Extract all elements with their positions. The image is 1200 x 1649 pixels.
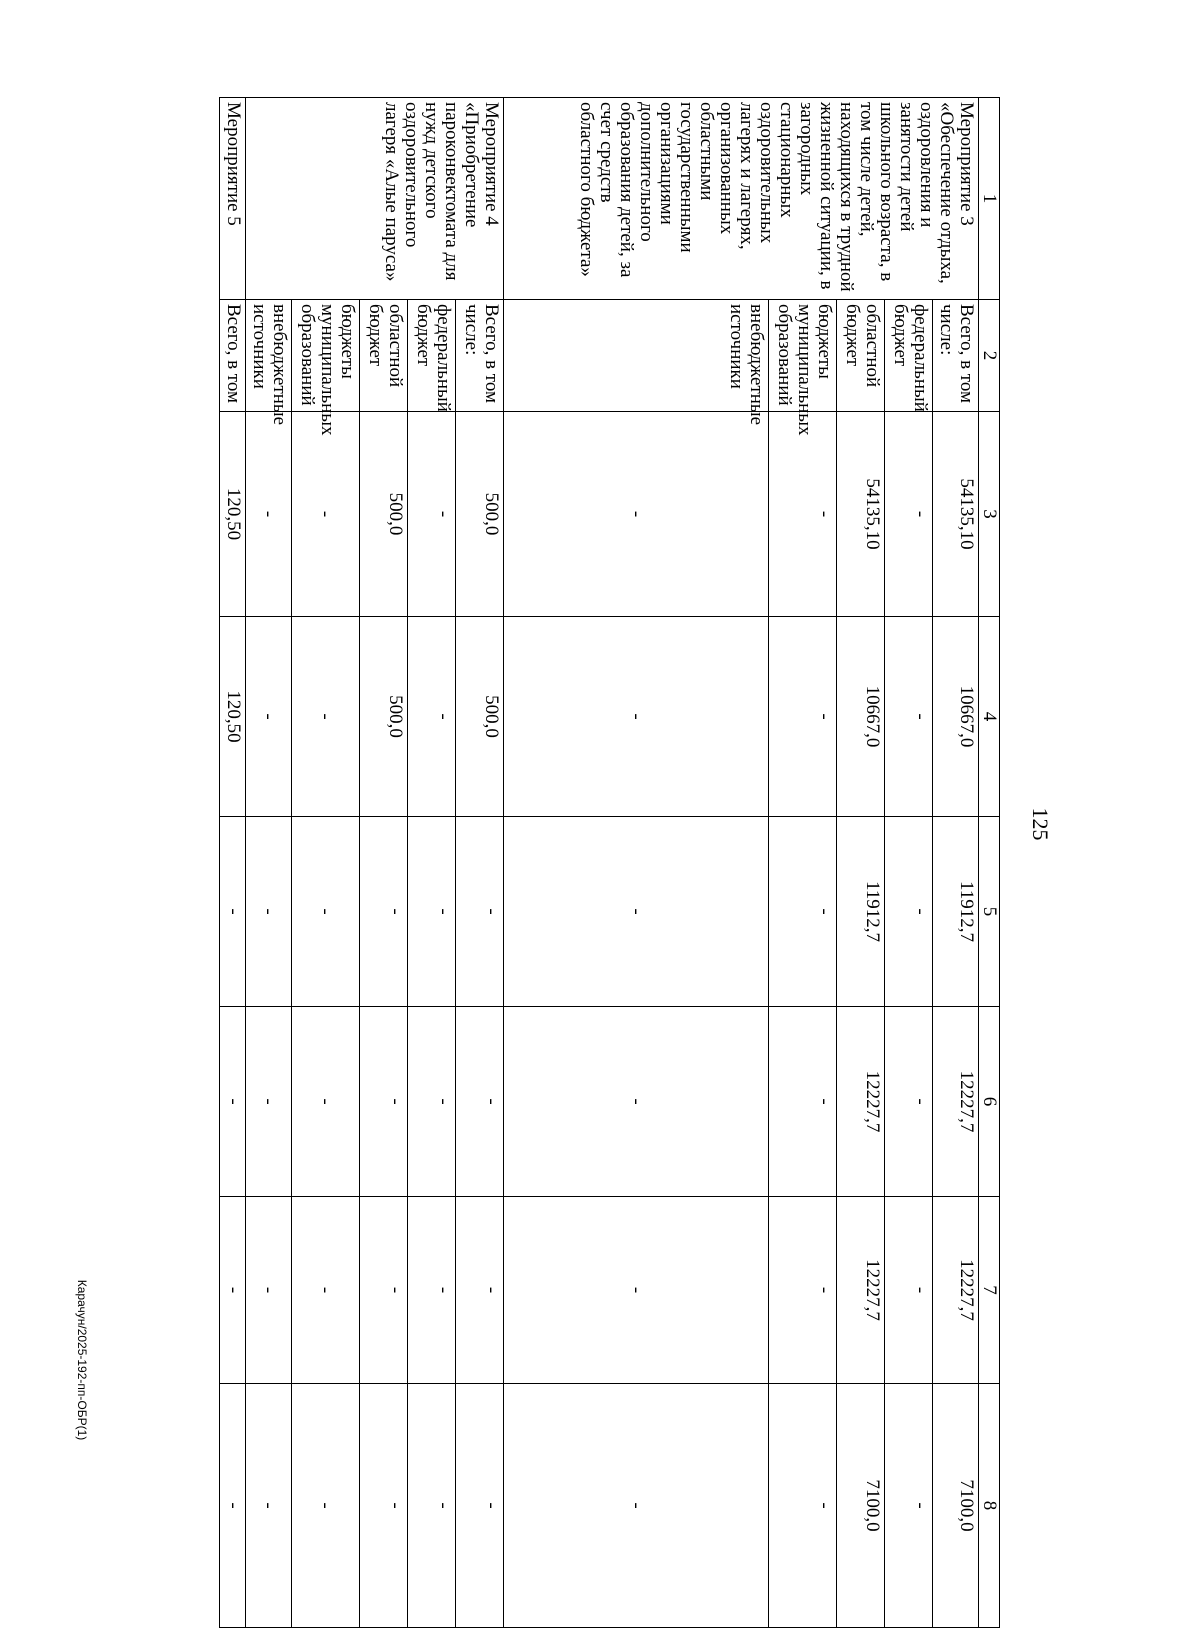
- value-cell: -: [456, 1197, 504, 1384]
- value-cell: -: [885, 412, 933, 617]
- table-row: [885, 98, 933, 1628]
- col-header-3: 3: [979, 412, 1000, 617]
- value-cell: 7100,0: [837, 1384, 885, 1628]
- value-cell: 120,50: [220, 617, 246, 817]
- value-cell: -: [292, 617, 360, 817]
- value-cell: -: [885, 1197, 933, 1384]
- col-header-6: 6: [979, 1007, 1000, 1197]
- header-row: [979, 98, 1000, 1628]
- value-cell: -: [408, 817, 456, 1007]
- value-cell: 10667,0: [837, 617, 885, 817]
- value-cell: -: [408, 1384, 456, 1628]
- source-cell: Всего, в том: [220, 300, 246, 412]
- table-row: [408, 98, 456, 1628]
- value-cell: -: [292, 1007, 360, 1197]
- value-cell: -: [360, 1384, 408, 1628]
- value-cell: -: [246, 412, 292, 617]
- value-cell: -: [408, 1197, 456, 1384]
- value-cell: 12227,7: [933, 1197, 979, 1384]
- value-cell: -: [769, 1007, 837, 1197]
- value-cell: 12227,7: [837, 1197, 885, 1384]
- value-cell: -: [504, 617, 769, 817]
- funding-table-container: [100, 97, 1000, 1627]
- value-cell: 10667,0: [933, 617, 979, 817]
- value-cell: -: [292, 817, 360, 1007]
- value-cell: -: [504, 1197, 769, 1384]
- value-cell: 500,0: [456, 412, 504, 617]
- source-cell: бюджеты муниципальных образований: [292, 300, 360, 412]
- table-row: [769, 98, 837, 1628]
- source-cell: бюджеты муниципальных образований: [769, 300, 837, 412]
- value-cell: 12227,7: [837, 1007, 885, 1197]
- value-cell: -: [769, 817, 837, 1007]
- value-cell: -: [456, 1384, 504, 1628]
- table-row: [220, 98, 246, 1628]
- table-row: [360, 98, 408, 1628]
- col-header-7: 7: [979, 1197, 1000, 1384]
- value-cell: -: [292, 1197, 360, 1384]
- source-cell: областной бюджет: [360, 300, 408, 412]
- value-cell: 54135,10: [837, 412, 885, 617]
- col-header-4: 4: [979, 617, 1000, 817]
- table-row: [456, 98, 504, 1628]
- col-header-2: 2: [979, 300, 1000, 412]
- value-cell: 500,0: [456, 617, 504, 817]
- value-cell: -: [246, 1384, 292, 1628]
- col-header-5: 5: [979, 817, 1000, 1007]
- value-cell: -: [885, 817, 933, 1007]
- value-cell: -: [456, 817, 504, 1007]
- value-cell: -: [456, 1007, 504, 1197]
- value-cell: -: [246, 817, 292, 1007]
- table-row: [933, 98, 979, 1628]
- value-cell: -: [360, 817, 408, 1007]
- value-cell: 54135,10: [933, 412, 979, 617]
- value-cell: -: [220, 1384, 246, 1628]
- value-cell: -: [220, 817, 246, 1007]
- value-cell: -: [885, 1007, 933, 1197]
- value-cell: -: [885, 617, 933, 817]
- table-row: [837, 98, 885, 1628]
- value-cell: -: [408, 1007, 456, 1197]
- funding-table: [219, 97, 1000, 1628]
- value-cell: -: [504, 412, 769, 617]
- value-cell: -: [360, 1197, 408, 1384]
- source-cell: областной бюджет: [837, 300, 885, 412]
- value-cell: 11912,7: [933, 817, 979, 1007]
- source-cell: внебюджетные источники: [246, 300, 292, 412]
- col-header-8: 8: [979, 1384, 1000, 1628]
- source-cell: внебюджетные источники: [504, 300, 769, 412]
- source-cell: федеральный бюджет: [408, 300, 456, 412]
- value-cell: 500,0: [360, 412, 408, 617]
- col-header-1: 1: [979, 98, 1000, 300]
- table-row: [292, 98, 360, 1628]
- value-cell: -: [360, 1007, 408, 1197]
- value-cell: -: [220, 1007, 246, 1197]
- value-cell: -: [408, 412, 456, 617]
- table-row: [246, 98, 292, 1628]
- value-cell: -: [408, 617, 456, 817]
- value-cell: 500,0: [360, 617, 408, 817]
- value-cell: -: [292, 412, 360, 617]
- value-cell: -: [769, 1197, 837, 1384]
- measure-4-name: Мероприятие 4 «Приобретение пароконвектомата для нужд детского оздоровительного лагеря «Алые паруса»: [246, 98, 504, 300]
- value-cell: 120,50: [220, 412, 246, 617]
- value-cell: -: [220, 1197, 246, 1384]
- value-cell: -: [246, 1007, 292, 1197]
- source-cell: федеральный бюджет: [885, 300, 933, 412]
- value-cell: -: [885, 1384, 933, 1628]
- value-cell: -: [769, 617, 837, 817]
- value-cell: -: [246, 617, 292, 817]
- document-code: Карачун/2025-192-пп-ОБР(1): [75, 1279, 89, 1441]
- value-cell: 11912,7: [837, 817, 885, 1007]
- value-cell: 12227,7: [933, 1007, 979, 1197]
- source-cell: Всего, в том числе:: [456, 300, 504, 412]
- value-cell: 7100,0: [933, 1384, 979, 1628]
- measure-3-name: Мероприятие 3 «Обеспечение отдыха, оздоровления и занятости детей школьного возраста, в том числе детей, находящихся в трудной жизненной ситуации, в загородных стационарных оздоровительных лагерях и лагерях, организованных областными государственными организациями дополнительного образования детей, за счет средств областного бюджета»: [504, 98, 979, 300]
- value-cell: -: [504, 817, 769, 1007]
- value-cell: -: [292, 1384, 360, 1628]
- value-cell: -: [769, 1384, 837, 1628]
- value-cell: -: [769, 412, 837, 617]
- page-number: 125: [1028, 807, 1053, 841]
- value-cell: -: [504, 1007, 769, 1197]
- source-cell: Всего, в том числе:: [933, 300, 979, 412]
- value-cell: -: [246, 1197, 292, 1384]
- measure-5-name: Мероприятие 5: [220, 98, 246, 300]
- value-cell: -: [504, 1384, 769, 1628]
- table-row: [504, 98, 769, 1628]
